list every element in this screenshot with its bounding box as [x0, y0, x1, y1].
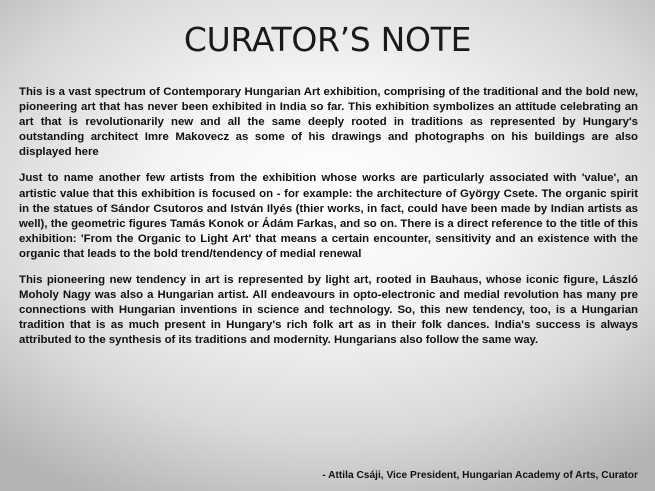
page-title: CURATOR’S NOTE — [183, 20, 472, 59]
paragraph-artists: Just to name another few artists from the exhibition whose works are particularly associated with 'value', an artistic value that this exhibition is focused on - for example: the architecture of György Csete. The organic spirit in the statues of Sándor Csutoros and István Ilyés (thier works, in fact, could have been made by Indian artists as well), the geometric figures Tamás Konok or Ádám Farkas, and so on. There is a direct reference to the title of this exhibition: 'From the Organic to Light Art' that means a certain encounter, sensitivity and an existence with the organic that leads to the bold trend/tendency of medial renewal — [19, 172, 638, 260]
curator-signature: - Attila Csáji, Vice President, Hungarian Academy of Arts, Curator — [322, 470, 638, 481]
paragraph-intro: This is a vast spectrum of Contemporary Hungarian Art exhibition, comprising of the traditional and the bold new, pioneering art that has never been exhibited in India so far. This exhibition symbolizes an attitude celebrating an art that is revolutionarily new and all the same deeply rooted in traditions as represented by Hungary's outstanding architect Imre Makovecz as some of his drawings and photographs on his buildings are also displayed here — [19, 86, 638, 159]
note-body — [19, 85, 638, 360]
paragraph-light-art: This pioneering new tendency in art is represented by light art, rooted in Bauhaus, whose iconic figure, László Moholy Nagy was also a Hungarian artist. All endeavours in opto-electronic and medial revolution has many pre connections with Hungarian inventions in science and technology. So, this new tendency, too, is a Hungarian tradition that is as much present in Hungary's rich folk art as in their folk dances. India's success is always attributed to the synthesis of its traditions and modernity. Hungarians also follow the same way. — [19, 274, 638, 347]
